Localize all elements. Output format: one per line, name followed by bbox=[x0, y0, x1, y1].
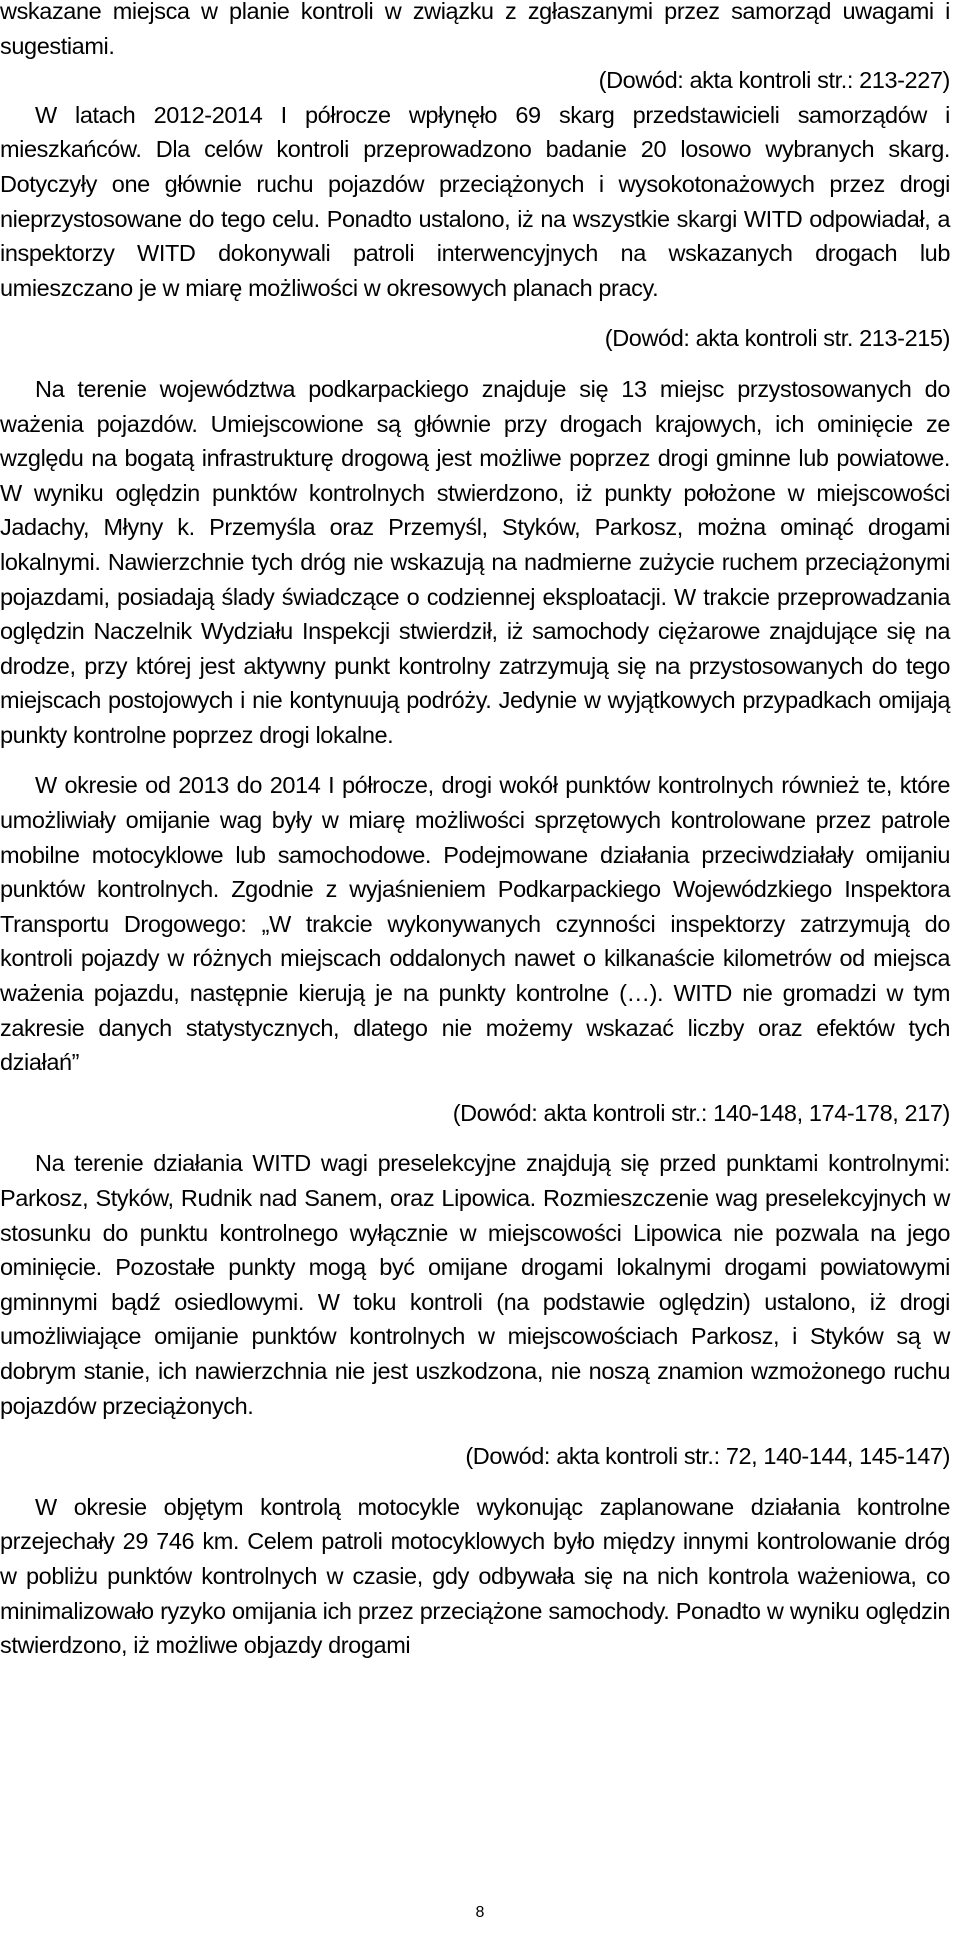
evidence-reference: (Dowód: akta kontroli str.: 72, 140-144, 145-147) bbox=[465, 1443, 950, 1470]
paragraph-motorcycle-patrols: W okresie objętym kontrolą motocykle wykonując zaplanowane działania kontrolne przejechały 29 746 km. Celem patroli motocyklowych było między innymi kontrolowanie dróg w pobliżu punktów kontrolnych w czasie, gdy odbywała się na nich kontrola ważeniowa, co minimalizowało ryzyko omijania ich przez przeciążone samochody. Ponadto w wyniku oględzin stwierdzono, iż możliwe objazdy drogami bbox=[0, 1493, 950, 1659]
paragraph-continuation: wskazane miejsca w planie kontroli w związku z zgłaszanymi przez samorząd uwagami i sugestiami. bbox=[0, 0, 950, 59]
evidence-reference: (Dowód: akta kontroli str.: 213-227) bbox=[598, 67, 950, 94]
paragraph-weighing-points: Na terenie województwa podkarpackiego znajduje się 13 miejsc przystosowanych do ważenia pojazdów. Umiejscowione są głównie przy drogach krajowych, ich ominięcie ze względu na bogatą infrastrukturę drogową jest możliwe poprzez drogi gminne lub powiatowe. W wyniku oględzin punktów kontrolnych stwierdzono, iż punkty położone w miejscowości Jadachy, Młyny k. Przemyśla oraz Przemyśl, Styków, Parkosz, można ominąć drogami lokalnymi. Nawierzchnie tych dróg nie wskazują na nadmierne zużycie ruchem przeciążonymi pojazdami, posiadają ślady świadczące o codziennej eksploatacji. W trakcie przeprowadzania oględzin Naczelnik Wydziału Inspekcji stwierdził, iż samochody ciężarowe znajdujące się na drodze, przy której jest aktywny punkt kontrolny zatrzymują się na przystosowanych do tego miejscach postojowych i nie kontynuują podróży. Jedynie w wyjątkowych przypadkach omijają punkty kontrolne poprzez drogi lokalne. bbox=[0, 375, 950, 748]
paragraph-preselection-scales: Na terenie działania WITD wagi preselekcyjne znajdują się przed punktami kontrolnymi: Parkosz, Styków, Rudnik nad Sanem, oraz Lipowica. Rozmieszczenie wag preselekcyjnych w stosunku do punktu kontrolnego wyłącznie w miejscowości Lipowica nie pozwala na jego ominięcie. Pozostałe punkty mogą być omijane drogami lokalnymi drogami powiatowymi gminnymi bądź osiedlowymi. W toku kontroli (na podstawie oględzin) ustalono, iż drogi umożliwiające omijanie punktów kontrolnych w miejscowościach Parkosz, i Styków są w dobrym stanie, ich nawierzchnia nie jest uszkodzona, nie noszą znamion wzmożonego ruchu pojazdów przeciążonych. bbox=[0, 1150, 950, 1419]
paragraph-mobile-patrols: W okresie od 2013 do 2014 I półrocze, drogi wokół punktów kontrolnych również te, które umożliwiały omijanie wag były w miarę możliwości sprzętowych kontrolowane przez patrole mobilne motocyklowe lub samochodowe. Podejmowane działania przeciwdziałały omijaniu punktów kontrolnych. Zgodnie z wyjaśnieniem Podkarpackiego Wojewódzkiego Inspektora Transportu Drogowego: „W trakcie wykonywanych czynności inspektorzy zatrzymują do kontroli pojazdy w różnych miejscach oddalonych nawet o kilkanaście kilometrów od miejsca ważenia pojazdu, następnie kierują je na punkty kontrolne (…). WITD nie gromadzi w tym zakresie danych statystycznych, dlatego nie możemy wskazać liczby oraz efektów tych działań” bbox=[0, 772, 950, 1076]
paragraph-complaints: W latach 2012-2014 I półrocze wpłynęło 69 skarg przedstawicieli samorządów i mieszkańców. Dla celów kontroli przeprowadzono badanie 20 losowo wybranych skarg. Dotyczyły one głównie ruchu pojazdów przeciążonych i wysokotonażowych przez drogi nieprzystosowane do tego celu. Ponadto ustalono, iż na wszystkie skargi WITD odpowiadał, a inspektorzy WITD dokonywali patroli interwencyjnych na wskazanych drogach lub umieszczano je w miarę możliwości w okresowych planach pracy. bbox=[0, 101, 950, 301]
evidence-reference: (Dowód: akta kontroli str.: 140-148, 174-178, 217) bbox=[452, 1099, 950, 1126]
page-number: 8 bbox=[475, 1904, 485, 1921]
evidence-reference: (Dowód: akta kontroli str. 213-215) bbox=[604, 325, 950, 352]
